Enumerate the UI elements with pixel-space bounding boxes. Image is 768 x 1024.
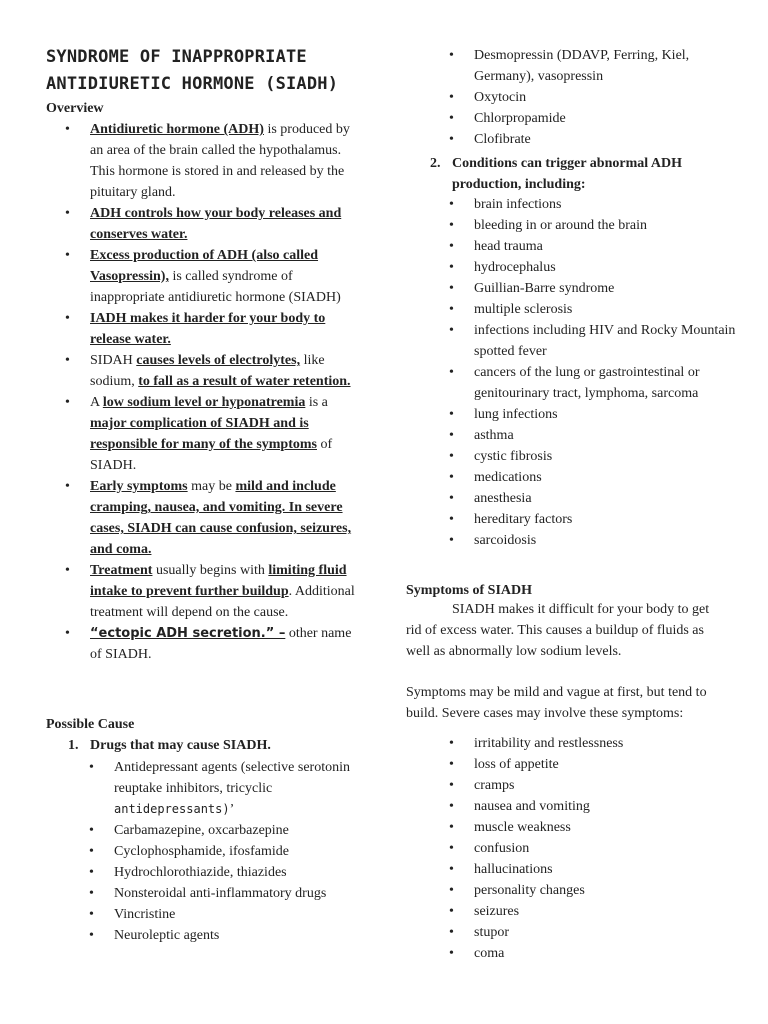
overview-list: [90, 119, 362, 665]
list-item: • Antidepressant agents (selective serotonin reuptake inhibitors, tricyclic antidepressants)’: [114, 757, 372, 820]
list-item: • head trauma: [474, 236, 736, 257]
list-item: • anesthesia: [474, 488, 736, 509]
list-item: • Oxytocin: [474, 87, 736, 108]
list-item: • Early symptoms may be mild and include cramping, nausea, and vomiting. In severe cases, SIADH can cause confusion, seizures, and coma.: [90, 476, 362, 560]
list-item: • Neuroleptic agents: [114, 925, 372, 946]
symptoms-heading: Symptoms of SIADH: [406, 583, 533, 598]
list-item: • cystic fibrosis: [474, 446, 736, 467]
list-item: • stupor: [474, 922, 736, 943]
symptoms-paragraph-1: SIADH makes it difficult for your body to get rid of excess water. This causes a buildup of fluids as well as abnormally low sodium levels.: [406, 602, 710, 659]
list-item: • seizures: [474, 901, 736, 922]
list-item: • SIDAH causes levels of electrolytes, like sodium, to fall as a result of water retention.: [90, 350, 362, 392]
list-item: • Hydrochlorothiazide, thiazides: [114, 862, 372, 883]
list-item: • Guillian-Barre syndrome: [474, 278, 736, 299]
list-item: • asthma: [474, 425, 736, 446]
list-item: • Excess production of ADH (also called Vasopressin), is called syndrome of inappropriate antidiuretic hormone (SIADH): [90, 245, 362, 308]
list-item: • cramps: [474, 775, 736, 796]
list-item: • personality changes: [474, 880, 736, 901]
drugs-heading: 1. Drugs that may cause SIADH.: [68, 738, 271, 753]
list-item: • irritability and restlessness: [474, 733, 736, 754]
list-item: • Antidiuretic hormone (ADH) is produced by an area of the brain called the hypothalamus. This hormone is stored in and released by the pituitary gland.: [90, 119, 362, 203]
list-item: • Chlorpropamide: [474, 108, 736, 129]
list-item: • bleeding in or around the brain: [474, 215, 736, 236]
drugs-list-continued: [474, 45, 736, 150]
list-item: • Treatment usually begins with limiting fluid intake to prevent further buildup. Additional treatment will depend on the cause.: [90, 560, 362, 623]
list-item: • Nonsteroidal anti-inflammatory drugs: [114, 883, 372, 904]
list-item: • muscle weakness: [474, 817, 736, 838]
possible-cause-heading: Possible Cause: [46, 717, 135, 732]
overview-heading: Overview: [46, 101, 104, 116]
list-item: • hydrocephalus: [474, 257, 736, 278]
list-item: • Desmopressin (DDAVP, Ferring, Kiel, Germany), vasopressin: [474, 45, 736, 87]
list-item: • cancers of the lung or gastrointestinal or genitourinary tract, lymphoma, sarcoma: [474, 362, 736, 404]
list-item: • coma: [474, 943, 736, 964]
list-item: • Vincristine: [114, 904, 372, 925]
document-title: SYNDROME OF INAPPROPRIATE ANTIDIURETIC HORMONE (SIADH): [46, 47, 339, 94]
list-item: • Carbamazepine, oxcarbazepine: [114, 820, 372, 841]
list-item: • confusion: [474, 838, 736, 859]
conditions-heading: 2. Conditions can trigger abnormal ADH production, including:: [430, 156, 682, 192]
list-item: • lung infections: [474, 404, 736, 425]
drugs-list: [114, 757, 372, 946]
list-item: • ADH controls how your body releases and conserves water.: [90, 203, 362, 245]
list-item: • “ectopic ADH secretion.” – other name of SIADH.: [90, 623, 362, 665]
list-item: • loss of appetite: [474, 754, 736, 775]
conditions-list: [474, 194, 736, 551]
list-item: • infections including HIV and Rocky Mountain spotted fever: [474, 320, 736, 362]
list-item: • multiple sclerosis: [474, 299, 736, 320]
list-item: • Clofibrate: [474, 129, 736, 150]
symptoms-paragraph-2: Symptoms may be mild and vague at first, but tend to build. Severe cases may involve these symptoms:: [406, 685, 707, 721]
list-item: • hallucinations: [474, 859, 736, 880]
list-item: • sarcoidosis: [474, 530, 736, 551]
list-item: • nausea and vomiting: [474, 796, 736, 817]
list-item: • hereditary factors: [474, 509, 736, 530]
list-item: • brain infections: [474, 194, 736, 215]
list-item: • Cyclophosphamide, ifosfamide: [114, 841, 372, 862]
list-item: • IADH makes it harder for your body to release water.: [90, 308, 362, 350]
list-item: • A low sodium level or hyponatremia is a major complication of SIADH and is responsible for many of the symptoms of SIADH.: [90, 392, 362, 476]
symptoms-list: [474, 733, 736, 964]
list-item: • medications: [474, 467, 736, 488]
